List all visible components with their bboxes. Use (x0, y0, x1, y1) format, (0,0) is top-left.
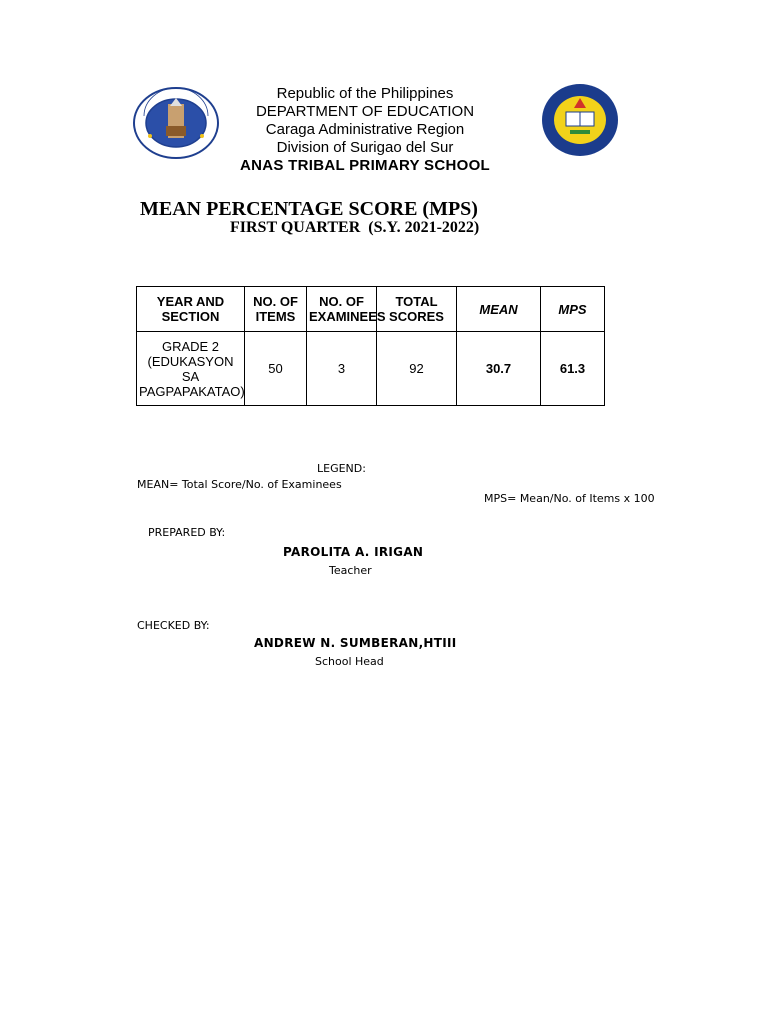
subject-line2: PAGPAPAKATAO) (139, 383, 245, 399)
region-line: Caraga Administrative Region (265, 121, 465, 138)
table-header-row (137, 287, 605, 332)
grade-text: GRADE 2 (161, 338, 220, 354)
checked-by-label: CHECKED BY: (137, 619, 210, 632)
header-no-examinees: NO. OF EXAMINEES (307, 287, 377, 332)
prepared-by-name: PAROLITA A. IRIGAN (283, 545, 424, 559)
cell-no-examinees: 3 (307, 332, 377, 406)
header-mean: MEAN (457, 287, 541, 332)
division-line: Division of Surigao del Sur (276, 139, 454, 156)
cell-mean: 30.7 (457, 332, 541, 406)
prepared-by-role: Teacher (329, 564, 372, 577)
cell-year-section (137, 332, 245, 406)
header-no-items: NO. OF ITEMS (245, 287, 307, 332)
mps-table (136, 286, 605, 406)
header-year-section: YEAR AND SECTION (137, 287, 245, 332)
legend-mps-formula: MPS= Mean/No. of Items x 100 (484, 492, 655, 505)
school-seal-logo (540, 82, 620, 158)
checked-by-role: School Head (315, 655, 384, 668)
republic-line: Republic of the Philippines (276, 85, 454, 102)
school-name: ANAS TRIBAL PRIMARY SCHOOL (239, 157, 491, 174)
cell-no-items: 50 (245, 332, 307, 406)
header-total-scores: TOTAL SCORES (377, 287, 457, 332)
subject-line1: (EDUKASYON SA (147, 353, 234, 384)
header-mps: MPS (541, 287, 605, 332)
cell-total-scores: 92 (377, 332, 457, 406)
legend-title: LEGEND: (317, 462, 366, 475)
cell-mps: 61.3 (541, 332, 605, 406)
prepared-by-label: PREPARED BY: (148, 526, 226, 539)
checked-by-name: ANDREW N. SUMBERAN,HTIII (254, 636, 457, 650)
legend-mean-formula: MEAN= Total Score/No. of Examinees (137, 478, 342, 491)
page-title: MEAN PERCENTAGE SCORE (MPS) (140, 198, 478, 220)
page-subtitle: FIRST QUARTER (S.Y. 2021-2022) (230, 219, 480, 236)
table-row (137, 332, 605, 406)
department-line: DEPARTMENT OF EDUCATION (255, 103, 475, 120)
